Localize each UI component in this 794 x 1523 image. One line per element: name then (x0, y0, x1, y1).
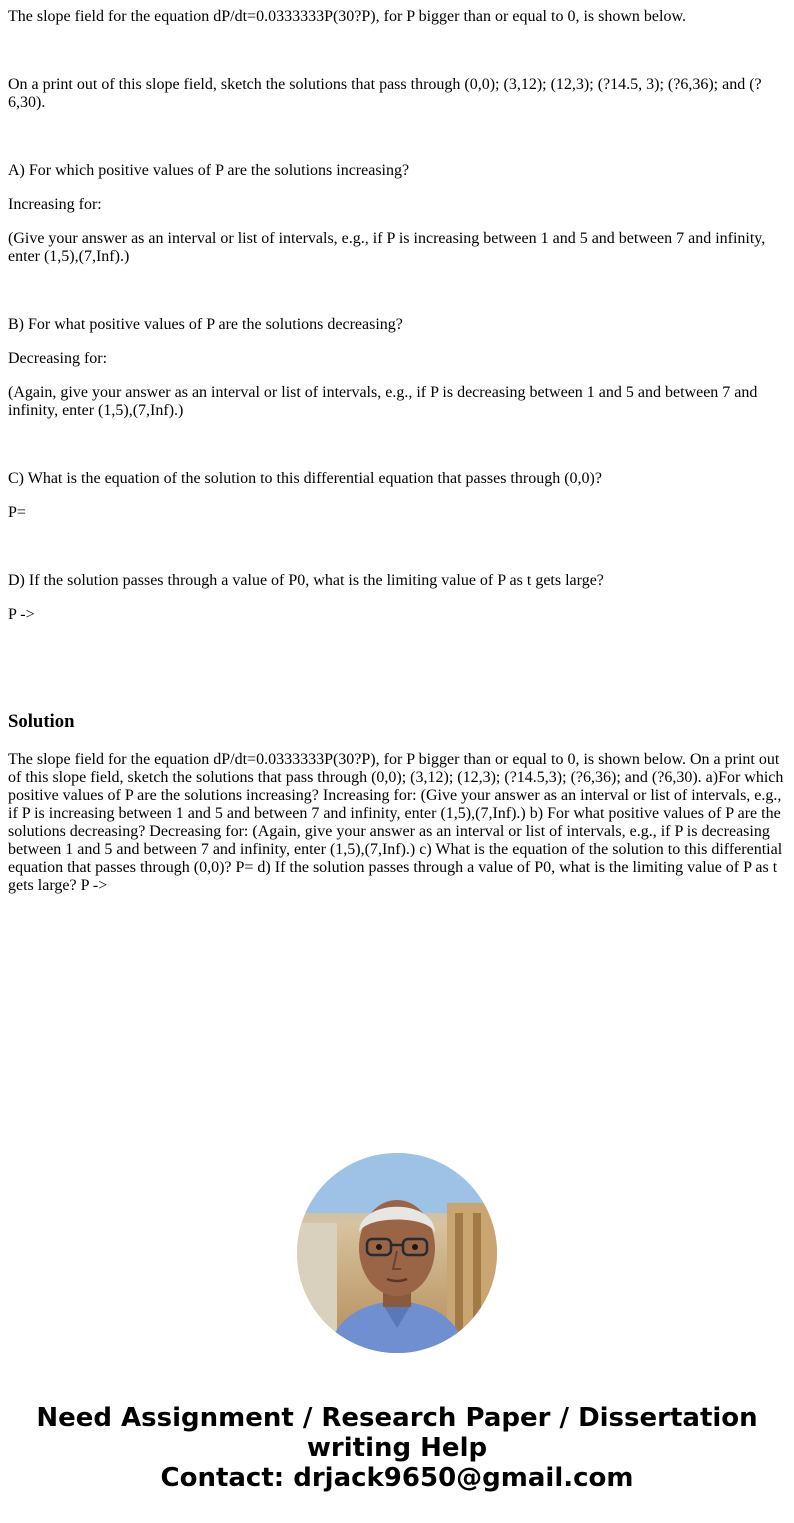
part-d-question: D) If the solution passes through a value of P0, what is the limiting value of P as t gets large? (8, 572, 604, 589)
part-c-answer-label: P= (8, 504, 26, 521)
person-photo-icon (297, 1153, 497, 1353)
solution-heading: Solution (8, 711, 75, 732)
promo-contact-line: Contact: drjack9650@gmail.com (160, 1463, 634, 1493)
sketch-instruction: On a print out of this slope field, sketch the solutions that pass through (0,0); (3,12); (12,3); (?14.5, 3); (?6,36); and (?6,30). (8, 76, 762, 111)
promo-line-2: writing Help (306, 1433, 488, 1463)
solution-body: The slope field for the equation dP/dt=0.0333333P(30?P), for P bigger than or equal to 0, is shown below. On a print out of this slope field, sketch the solutions that pass through (0,0); (3,12); (12,3); (?14.5,3); (?6,36); and (?6,30). a)For which positive values of P are the solutions increasing? Increasing for: (Give your answer as an interval or list of intervals, e.g., if P is increasing between 1 and 5 and between 7 and infinity, enter (1,5),(7,Inf).) b) For what positive values of P are the solutions decreasing? Decreasing for: (Again, give your answer as an interval or list of intervals, e.g., if P is decreasing between 1 and 5 and between 7 and infinity, enter (1,5),(7,Inf).) c) What is the equation of the solution to this differential equation that passes through (0,0)? P= d) If the solution passes through a value of P0, what is the limiting value of P as t gets large? P -> (8, 751, 784, 894)
part-b-answer-label: Decreasing for: (8, 350, 108, 367)
part-d-answer-label: P -> (8, 606, 35, 623)
part-b-question: B) For what positive values of P are the solutions decreasing? (8, 316, 403, 333)
part-a-answer-label: Increasing for: (8, 196, 102, 213)
question-intro: The slope field for the equation dP/dt=0.0333333P(30?P), for P bigger than or equal to 0, is shown below. (8, 8, 686, 25)
part-a-question: A) For which positive values of P are the solutions increasing? (8, 162, 410, 179)
part-c-question: C) What is the equation of the solution to this differential equation that passes through (0,0)? (8, 470, 602, 487)
assignment-help-banner (0, 1403, 794, 1493)
promo-line-1: Need Assignment / Research Paper / Dissertation (36, 1403, 758, 1433)
part-a-hint: (Give your answer as an interval or list of intervals, e.g., if P is increasing between 1 and 5 and between 7 and infinity, enter (1,5),(7,Inf).) (8, 230, 766, 265)
part-b-hint: (Again, give your answer as an interval or list of intervals, e.g., if P is decreasing between 1 and 5 and between 7 and infinity, enter (1,5),(7,Inf).) (8, 384, 758, 419)
